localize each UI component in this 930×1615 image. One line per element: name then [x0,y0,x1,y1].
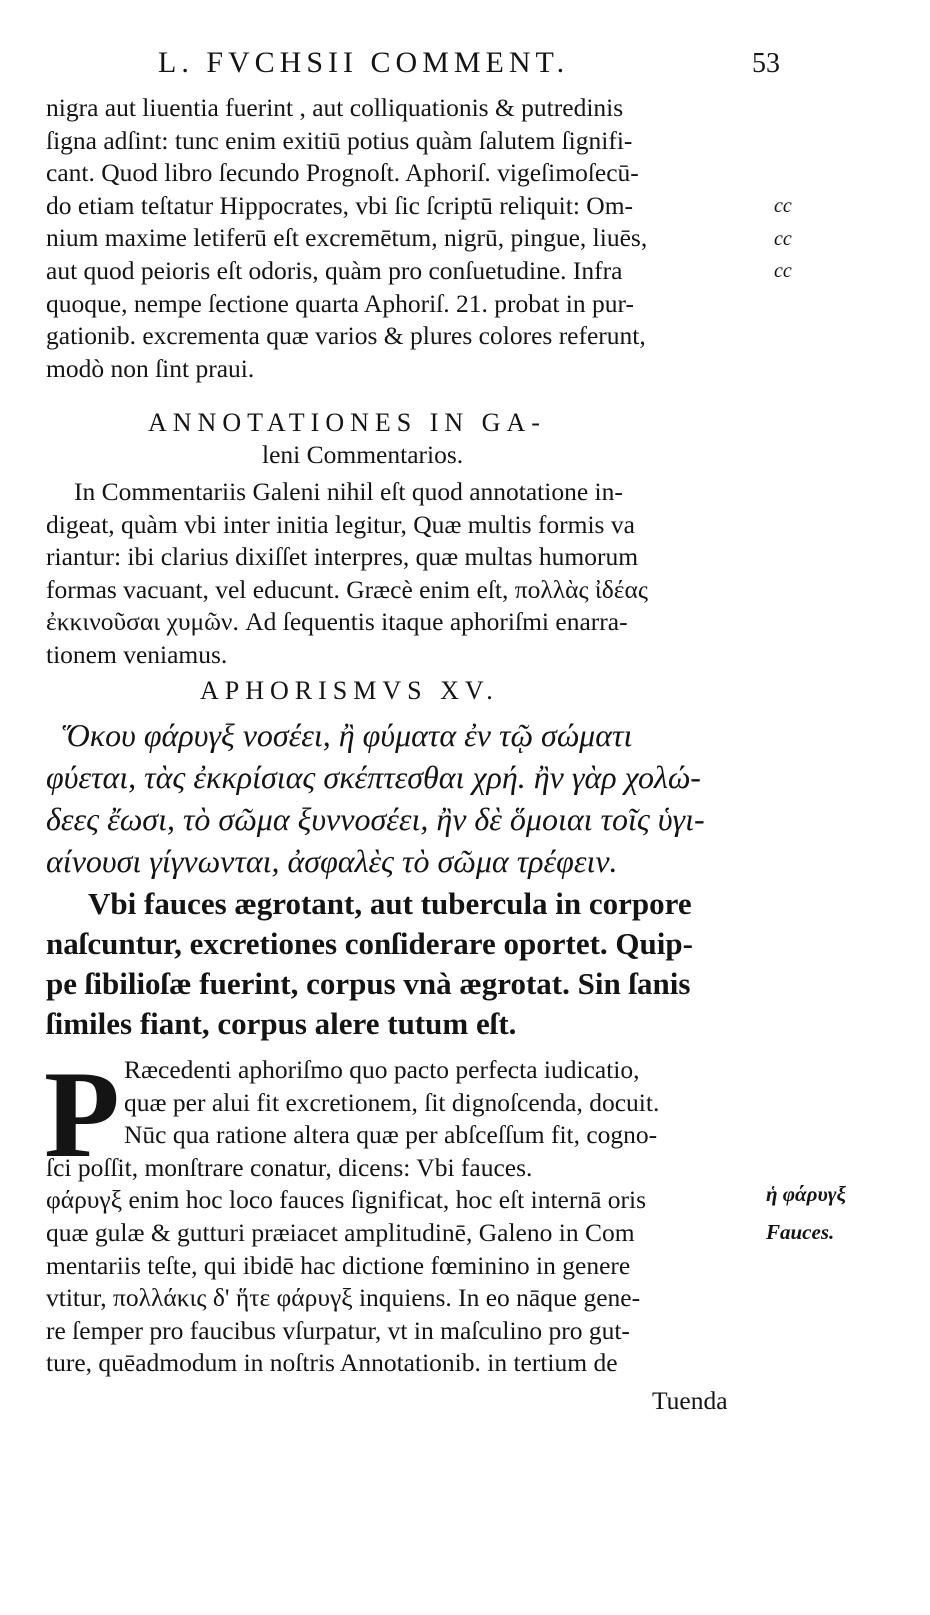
quote-mark: cc [774,260,792,283]
quote-mark: cc [774,227,792,250]
margin-note-greek: ἡ φάρυγξ [766,1182,846,1206]
margin-quote-marks [774,190,792,288]
text-line: nium maxime letiferū eſt excremētum, nigrū, pingue, liuēs, [46,223,648,253]
text-line: quoque, nempe ſectione quarta Aphoriſ. 21. probat in pur- [46,288,634,318]
text-line: formas vacuant, vel educunt. Græcè enim eſt, πολλὰς ἰδέας [46,574,648,604]
commentary-text [46,1054,760,1380]
translation-line: naſcuntur, excretiones conſiderare oportet. Quip- [46,926,693,961]
translation-line: pe ſibilioſæ fuerint, corpus vnà ægrotat. Sin ſanis [46,966,691,1001]
catchword: Tuenda [652,1386,728,1415]
text-line: aut quod peioris eſt odoris, quàm pro conſuetudine. Infra [46,255,623,285]
text-line: gationib. excrementa quæ varios & plures colores referunt, [46,321,646,351]
greek-line: δεες ἔωσι, τὸ σῶμα ξυννοσέει, ἢν δὲ ὅμοιαι τοῖς ὑγι- [46,801,705,837]
page-header [0,46,930,86]
text-line: cant. Quod libro ſecundo Prognoſt. Aphoriſ. vigeſimoſecū- [46,158,639,188]
annotationes-subheading: leni Commentarios. [262,440,464,469]
quote-mark: cc [774,195,792,217]
text-line: do etiam teſtatur Hippocrates, vbi ſic ſcriptū reliquit: Om- [46,190,634,220]
translation-line: Vbi fauces ægrotant, aut tubercula in corpore [88,886,692,921]
text-line: ſci poſſit, monſtrare conatur, dicens: Vbi fauces. [46,1152,533,1182]
text-line: ture, quēadmodum in noſtris Annotationib. in tertium de [46,1348,618,1378]
text-line: quæ gulæ & gutturi præiacet amplitudinē, Galeno in Com [46,1217,635,1247]
greek-line: φύεται, τὰς ἐκκρίσιας σκέπτεσθαι χρή. ἢν γὰρ χολώ- [46,759,701,795]
text-line: nigra aut liuentia fuerint , aut colliquationis & putredinis [46,93,624,122]
annotationes-text [46,476,760,672]
text-line: quæ per alui fit excretionem, ſit dignoſcenda, docuit. [124,1087,660,1117]
text-line: Nūc qua ratione altera quæ per abſceſſum fit, cogno- [124,1120,658,1150]
text-line: riantur: ibi clarius dixiſſet interpres, quæ multas humorum [46,542,639,572]
text-line: vtitur, πολλάκις δ' ἥτε φάρυγξ inquiens. In eo nāque gene- [46,1283,641,1313]
annotationes-heading: ANNOTATIONES IN GA- [148,408,546,437]
text-line: ἐκκινοῦσαι χυμῶν. Ad ſequentis itaque aphoriſmi enarra- [46,607,628,637]
page-number: 53 [752,48,780,79]
translation-line: ſimiles fiant, corpus alere tutum eſt. [46,1006,517,1041]
aphorism-latin-translation [46,884,760,1044]
text-line: In Commentariis Galeni nihil eſt quod annotatione in- [74,477,623,506]
text-line: Ræcedenti aphoriſmo quo pacto perfecta iudicatio, [124,1055,640,1084]
running-head: L. FVCHSII COMMENT. [158,46,570,79]
greek-line: αίνουσι γίγνωνται, ἀσφαλὲς τὸ σῶμα τρέφειν. [46,843,618,879]
text-line: modò non ſint praui. [46,353,255,383]
text-line: φάρυγξ enim hoc loco fauces ſignificat, hoc eſt internā oris [46,1185,647,1215]
text-line: ſigna adſint: tunc enim exitiū potius quàm ſalutem ſignifi- [46,125,633,155]
text-line: digeat, quàm vbi inter initia legitur, Quæ multis formis va [46,509,635,539]
paragraph-1 [46,92,760,385]
drop-cap-initial: P [44,1064,120,1166]
text-line: re ſemper pro faucibus vſurpatur, vt in maſculino pro gut- [46,1315,630,1345]
margin-note-latin: Fauces. [766,1220,835,1244]
aphorism-greek-text [46,714,760,882]
greek-line: Ὅκου φάρυγξ νοσέει, ἢ φύματα ἐν τῷ σώματι [62,717,633,753]
aphorism-heading: APHORISMVS XV. [200,676,499,705]
text-line: tionem veniamus. [46,639,228,669]
text-line: mentariis teſte, qui ibidē hac dictione fœminino in genere [46,1250,631,1280]
